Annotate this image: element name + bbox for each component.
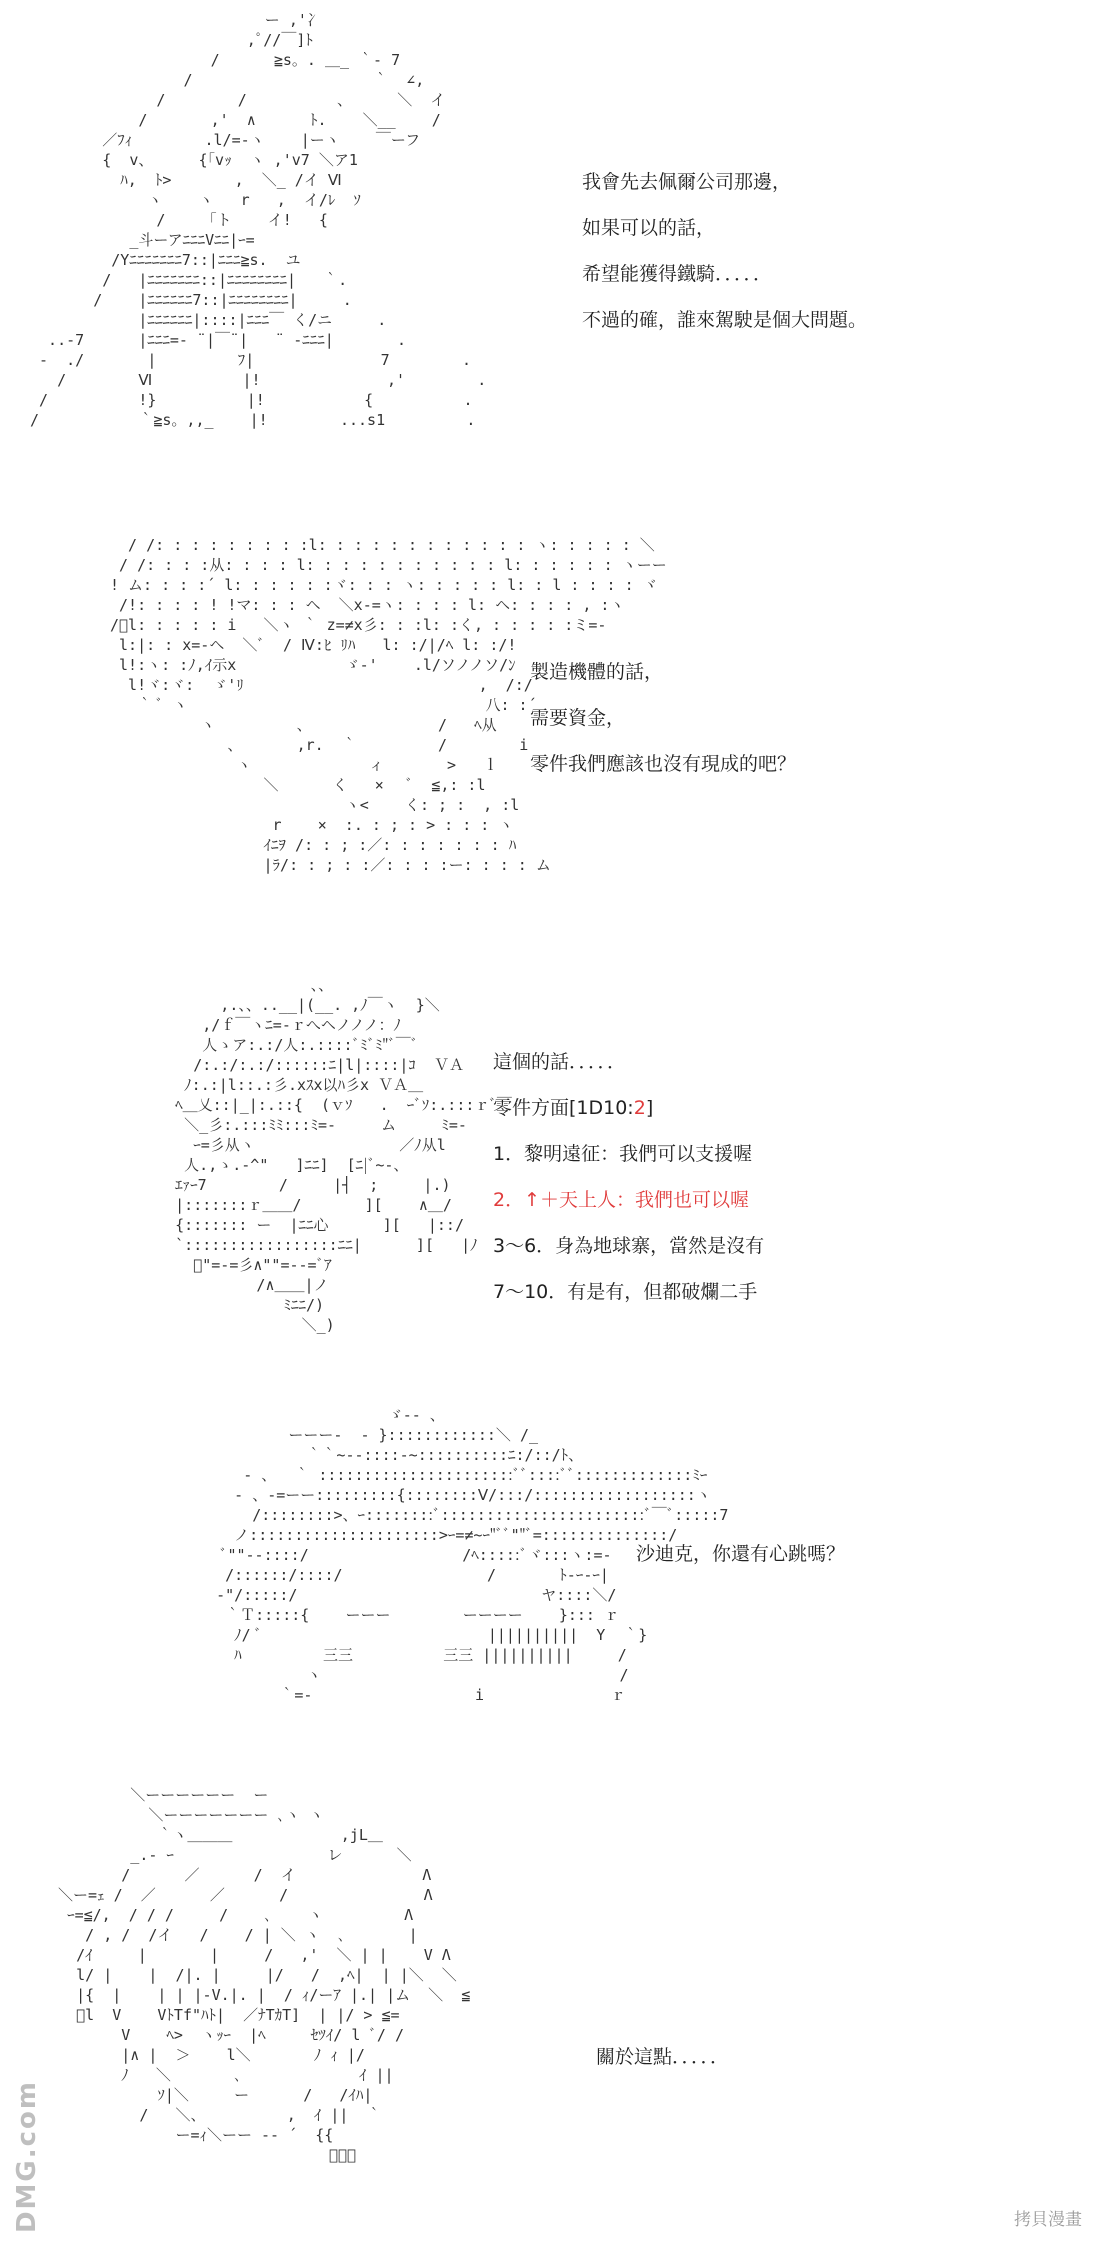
dialog-line: 希望能獲得鐵騎．．．．． (582, 263, 773, 285)
dialog-line: 這個的話．．．．． (493, 1051, 627, 1073)
dice-option-1: 1．黎明遠征：我們可以支援喔 (493, 1143, 753, 1165)
dialog-line: 製造機體的話， (530, 661, 664, 683)
dialog-3 (493, 1050, 764, 1326)
ascii-art-figure-4: ゞ-- 、 ーーー- - }::::::::::::＼ /_ ｀｀~--::::-~::::::::::ﾆ:/::/ﾄ、 - 、 ｀ ::::::::::::::::::::::ﾞﾞ::::ﾞﾞ:::::::::::::ﾐｰ - 、-=ーー:::::::::{::::::::Ⅴ/:::/::::::::::::::::::ヽ /::::::::>、ｰ::::::::ﾞ:::::::::::::::::::::::ﾞ￣ﾞ:::::7 ノ:::::::::::::::::::::>ｰ=≠~ｰ"ﾞﾞ""ﾞ=::::::::::::::/ ﾞ""--::::/ /ﾍ:::::ﾞヾ:::ヽ:=- /::::::/::::/ / ﾄ-ｰ-ｰ| -"/:::::/ ヤ::::＼/ ｀Ｔ:::::{ ーーー ーーーー }::: ｒ ﾉ/ ﾞ |||||||||| Y ｀} ﾊ 三三 三三 |||||||||| / ヽ / ｀=- i ｒ (216, 1406, 729, 1704)
panel-2 (0, 520, 1100, 950)
dice-option-2-selected: 2．↑＋天上人：我們也可以喔 (493, 1189, 750, 1211)
ascii-art-figure-5: ＼ーーーーーー ー ＼ーーーーーーー ､ヽ ヽ ｀ヽ＿＿＿ ,jL＿ _.- ｰ レ ＼ / ／ / イ Λ ＼ー=ｪ / ／ ／ / Λ ｰ=≦/, / / / / ､ ヽ Λ / , / /イ / / | ＼ ヽ ､ | /ｲ | | / ,' ＼ | | V Λ l/ | | /|. | |/ / ,ﾍ| | |＼ ＼ |{ | | | |-V.|. | / ｨ/ーｱ |.| |ム ＼ ≦ ﾞl V VﾄTf"ﾊﾄ| ／ﾅTｶT] | |/ > ≦= V ﾍ> ヽｯｰ |ﾍ ｾﾂｲ/ l ﾞ/ / |∧ | ＞ l＼ ﾉ ｨ |/ ﾉ ＼ ､ ｲ || ｿ|＼ ー / /ｲﾊ| / ＼、 , ｲ || ｀ ー=ｨ＼ーー -- ´ {{ ﾞーー (58, 1786, 471, 2164)
ascii-art-figure-2: / /: : : : : : : : :l: : : : : : : : : : : : ヽ: : : : : ＼ / /: : : :从: : : : l: : : : : : : : : : : l: : : : : : ヽーー ! ム: : : :´ l: : : : : :ヾ: : : ヽ: : : : : l: : l : : : : ヾ /!: : : : ! !マ: : : ヘ ＼x-=ヽ: : : : l: ヘ: : : : , :ヽ /ﾞl: : : : : i ＼ヽ ｀ z=≠x彡: : :l: :く, : : : : :ミ=- l:|: : x=-ヘ ＼ﾞ / Ⅳ:ﾋ ﾘﾊ l: :/|/ﾍ l: :/! l!:ヽ: :ﾉ,ｲ示x ゞ-' .l/ソノノソ/ﾝ l!ヾ:ヾ: ゞ'ﾘ , /:/ ｀ ﾞ ヽ 八: :´ ヽ 、 / ﾍ从 、 ,r. ｀ / i ヽ ィ > ｌ ＼ く × ﾞ ≦,: :l ヽ< く: ; : , :l r × :. : ; : > : : : ヽ ｲﾆｦ /: : ; :／: : : : : : : ﾊ |ﾗ/: : ; : :／: : : :ー: : : : ム (110, 536, 667, 874)
panel-1 (0, 0, 1100, 520)
dialog-line: 關於這點．．．．． (596, 2046, 730, 2068)
dice-label: 零件方面[1D10: (493, 1097, 634, 1119)
dice-close: ] (645, 1097, 654, 1119)
panel-3 (0, 950, 1100, 1380)
dialog-line: 沙迪克，你還有心跳嗎？ (636, 1543, 846, 1565)
dialog-line: 零件我們應該也沒有現成的吧？ (530, 753, 797, 775)
dialog-line: 我會先去佩爾公司那邊， (582, 171, 792, 193)
dialog-line: 需要資金， (530, 707, 626, 729)
ascii-art-figure-1: ー ,'冫 ,ﾟ//￣]ﾄ / ≧s。. ＿_ ｀- 7 / ｀ ∠, / / 、 ＼ イ / ,' ∧ ﾄ. ＼__ / ／ﾌｨ .l/=-ヽ |ーヽ ￣ーフ { v、 {「vｯ ヽ ,'v7 ＼ア1 ﾊ, ﾄ> , ＼_ /イ Ⅵ ヽ ヽ r , イ/ﾚ ｿ / 「ト イ! { _斗ーアﾆﾆﾆVﾆﾆ|ｰ= /Yﾆﾆﾆﾆﾆﾆﾆ7::|ﾆﾆﾆ≧s. ユ / |ﾆﾆﾆﾆﾆﾆﾆ::|ﾆﾆﾆﾆﾆﾆﾆﾆ| ｀. / |ﾆﾆﾆﾆﾆﾆ7::|ﾆﾆﾆﾆﾆﾆﾆﾆ| . |ﾆﾆﾆﾆﾆﾆ|::::|ﾆﾆﾆ￣ く/ニ . ..-7 |ﾆﾆﾆ=- ¨|￣¨| ¨ -ﾆﾆﾆ| . - ./ | ﾌ| 7 . / Ⅵ |! ,' . / !} |! { . / ｀≧s。,,_ |! ...s1 . (30, 11, 487, 429)
dialog-line: 不過的確，誰來駕駛是個大問題。 (582, 309, 868, 331)
dice-option-3: 3～6．身為地球寨，當然是沒有 (493, 1235, 765, 1257)
dialog-line: 如果可以的話， (582, 217, 716, 239)
dice-roll-line (493, 1096, 764, 1120)
dialog-1 (582, 170, 867, 354)
ascii-art-figure-3: 、、 ,.、、..__|(__. ,ﾉ￣ヽ }＼ ,/ｆ￣ヽﾆ=-ｒへヘノノノ：ﾉ 人ゝア:.:/人:.::::ﾞﾐﾞﾐ"ﾞ￣ﾞ /:.:/:.:/::::::ﾆ|l|::::|ｺ ＶＡ ﾉ:.:|l::.:彡.xｽx以ﾊ彡x ＶＡ＿ ﾍ＿乂::|_|:.::{ (ｖｿ . ｰﾞｿ:.:::ｒﾞ￣ ＼_彡:.:::ﾐﾐ:::ﾐ=- ム ﾐ=- ｰ=彡从ヽ ／ﾉ从l 人.,ゝ.-^" ]ﾆﾆ] [ﾆ|ﾞ~-、 ｴｧｰ7 / |┤ ; |.) |:::::::ｒ＿＿/ ][ ∧＿/ {::::::: ー |ﾆﾆ心 ][ |::/ `:::::::::::::::::ﾆﾆ| ][ |ﾉ ﾞ"=-=彡∧""=--=ﾞｱ /∧＿＿|ノ ﾐﾆﾆ/) ＼_) (175, 976, 512, 1334)
dialog-2 (530, 660, 796, 798)
site-watermark-left: DMG.com (12, 2080, 42, 2234)
dialog-5 (596, 2045, 729, 2091)
dice-option-4: 7～10．有是有，但都破爛二手 (493, 1281, 758, 1303)
dialog-4 (636, 1542, 845, 1588)
panel-5 (0, 1760, 1100, 2242)
dice-result: 2 (633, 1097, 646, 1119)
site-watermark-right: 拷貝漫畫 (1014, 2210, 1082, 2230)
panel-4 (0, 1380, 1100, 1760)
